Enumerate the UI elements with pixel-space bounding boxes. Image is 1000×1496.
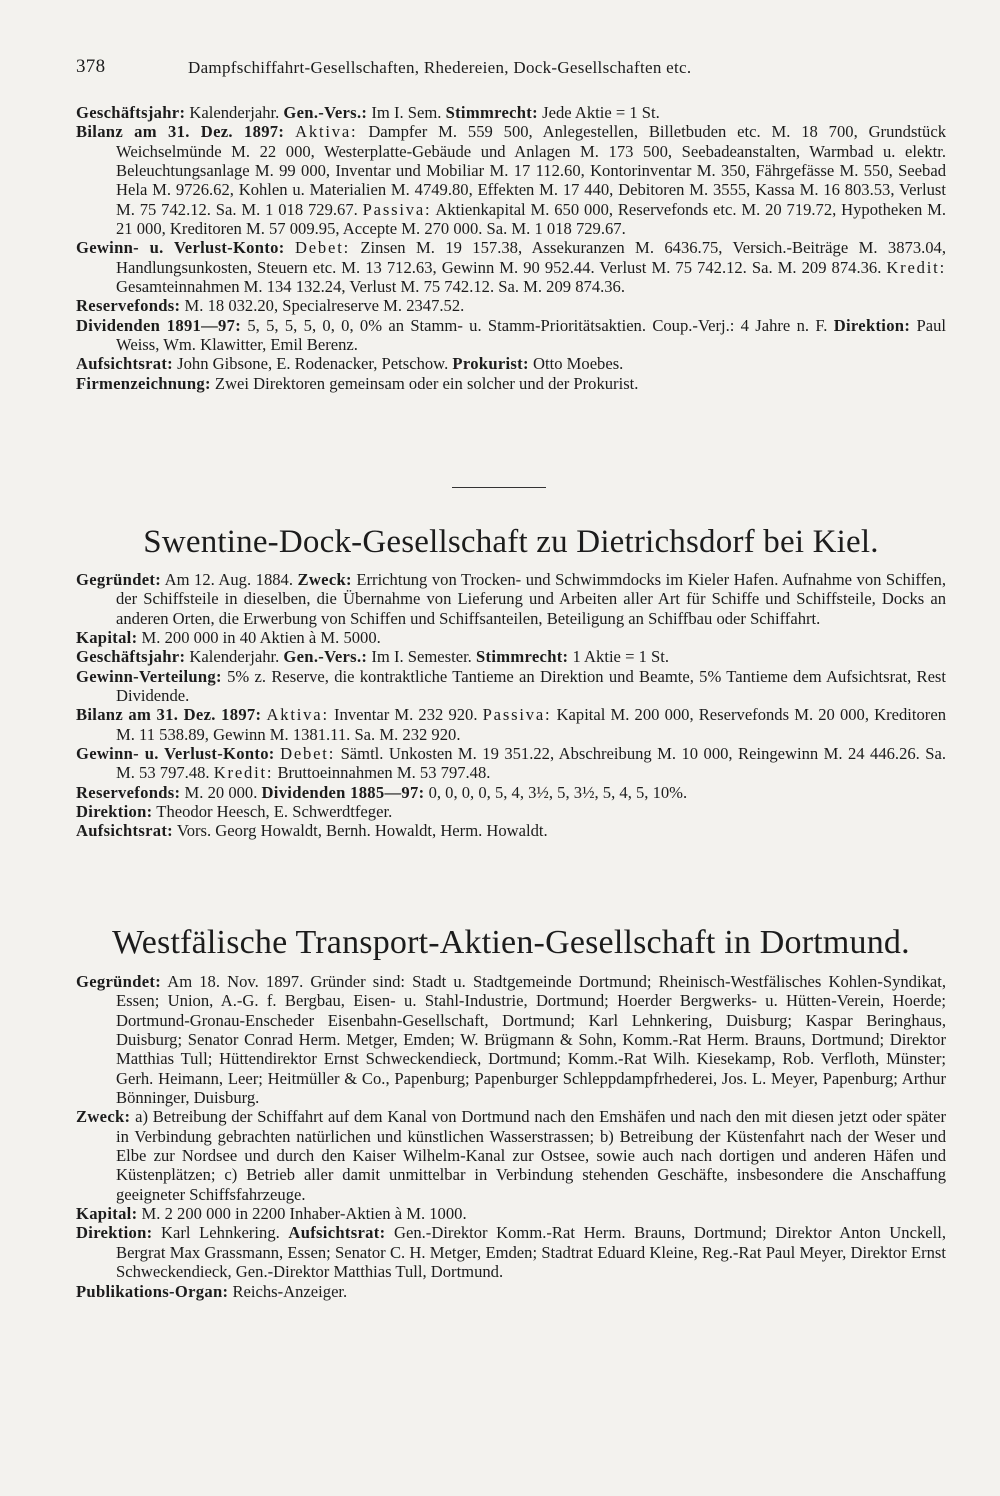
running-title: Dampfschiffahrt-Gesellschaften, Rhedereien, Dock-Gesellschaften etc.: [188, 58, 692, 77]
founding-paragraph: Gegründet: Am 12. Aug. 1884. Zweck: Errichtung von Trocken- und Schwimmdocks im Kieler Hafen. Aufnahme von Schiffen, der Schiffsteile in dieselben, die Übernahme von Lieferung und Arbeiten aller Art für Schiffe und Schiffsteile, Docks an anderen Orten, die Erwerbung von Schiffen und Schiffsanteilen, Beteiligung an Schiffbau oder Schiffahrt.: [76, 570, 946, 628]
page-number: 378: [76, 56, 106, 77]
board-paragraph: Aufsichtsrat: Vors. Georg Howaldt, Bernh. Howaldt, Herm. Howaldt.: [76, 821, 548, 841]
publication-paragraph: Publikations-Organ: Reichs-Anzeiger.: [76, 1281, 348, 1301]
signature-paragraph: Firmenzeichnung: Zwei Direktoren gemeinsam oder ein solcher und der Prokurist.: [76, 373, 639, 393]
profit-loss-paragraph: Gewinn- u. Verlust-Konto: Debet: Zinsen M. 19 157.38, Assekuranzen M. 6436.75, Versich.-Beiträge M. 3873.04, Handlungsunkosten, Steuern etc. M. 13 712.63, Gewinn M. 90 952.44. Verlust M. 75 742.12. Sa. M. 209 874.36. Kredit: Gesamteinnahmen M. 134 132.24, Verlust M. 75 742.12. Sa. M. 209 874.36.: [76, 238, 947, 297]
profit-distribution-paragraph: Gewinn-Verteilung: 5% z. Reserve, die kontraktliche Tantieme an Direktion und Beamte, 5% Tantieme dem Aufsichtsrat, Rest Dividende.: [76, 666, 946, 706]
founding-paragraph: Gegründet: Am 18. Nov. 1897. Gründer sind: Stadt u. Stadtgemeinde Dortmund; Rheinisch-Westfälisches Kohlen-Syndikat, Essen; Union, A.-G. f. Bergbau, Eisen- u. Stahl-Industrie, Dortmund; Hoerder Bergwerks- u. Hütten-Verein, Hoerde; Dortmund-Gronau-Enscheder Eisenbahn-Gesellschaft, Dortmund; Karl Lehnkering, Duisburg; Kaspar Beringhaus, Duisburg; Senator Conrad Herm. Metger, Emden; W. Brügmann & Sohn, Komm.-Rat Herm. Brauns, Dortmund; Direktor Matthias Tull; Hüttendirektor Ernst Schweckendieck, Dortmund; Komm.-Rat Wilh. Kiesekamp, Rob. Verfloth, Münster; Gerh. Heimann, Leer; Heitmüller & Co., Papenburg; Papenburger Schleppdampfrhederei, Jos. L. Meyer, Papenburg; Arthur Bönninger, Duisburg.: [76, 972, 946, 1108]
board-paragraph: Aufsichtsrat: John Gibsone, E. Rodenacker, Petschow. Prokurist: Otto Moebes.: [76, 354, 624, 374]
dividend-paragraph: Dividenden 1891—97: 5, 5, 5, 5, 0, 0, 0% an Stamm- u. Stamm-Prioritätsaktien. Coup.-Verj.: 4 Jahre n. F. Direktion: Paul Weiss, Wm. Klawitter, Emil Berenz.: [76, 315, 946, 355]
reserve-paragraph: Reservefonds: M. 18 032.20, Specialreserve M. 2347.52.: [76, 296, 465, 316]
running-header: [76, 56, 946, 84]
reserve-dividend-paragraph: Reservefonds: M. 20 000. Dividenden 1885—97: 0, 0, 0, 0, 5, 4, 3½, 5, 3½, 5, 4, 5, 10%.: [76, 782, 688, 802]
management-board-paragraph: Direktion: Karl Lehnkering. Aufsichtsrat: Gen.-Direktor Komm.-Rat Herm. Brauns, Dortmund; Direktor Anton Unckell, Bergrat Max Grassmann, Essen; Senator C. H. Metger, Emden; Stadtrat Eduard Kleine, Reg.-Rat Paul Meyer, Direktor Ernst Schweckendieck, Gen.-Direktor Matthias Tull, Dortmund.: [76, 1223, 946, 1282]
company-title-westfaelische: Westfälische Transport-Aktien-Gesellschaft in Dortmund.: [112, 924, 910, 961]
entry-paragraph: Geschäftsjahr: Kalenderjahr. Gen.-Vers.: Im I. Sem. Stimmrecht: Jede Aktie = 1 St.: [76, 103, 660, 122]
profit-loss-paragraph: Gewinn- u. Verlust-Konto: Debet: Sämtl. Unkosten M. 19 351.22, Abschreibung M. 10 000, Reingewinn M. 24 446.26. Sa. M. 53 797.48. Kredit: Bruttoeinnahmen M. 53 797.48.: [76, 744, 947, 783]
capital-paragraph: Kapital: M. 2 200 000 in 2200 Inhaber-Aktien à M. 1000.: [76, 1204, 467, 1224]
management-paragraph: Direktion: Theodor Heesch, E. Schwerdtfeger.: [76, 802, 393, 822]
entry-previous-company: [76, 103, 946, 393]
entry-swentine: [76, 570, 946, 841]
purpose-paragraph: Zweck: a) Betreibung der Schiffahrt auf dem Kanal von Dortmund nach den Emshäfen und nach den mit diesen jetzt oder später in Verbindung gebrachten natürlichen und künstlichen Wasserstrassen; b) Betreibung der Küstenfahrt nach der Weser und Elbe zur Nordsee und durch den Kaiser Wilhelm-Kanal zur Ostsee, sowie auch nach dortigen und anderen Häfen und Küstenplätzen; c) Betrieb aller damit unmittelbar in Verbindung stehenden Geschäfte, insbesondere die Anschaffung geeigneter Schiffsfahrzeuge.: [76, 1107, 946, 1204]
fiscal-year-paragraph: Geschäftsjahr: Kalenderjahr. Gen.-Vers.: Im I. Semester. Stimmrecht: 1 Aktie = 1 St.: [76, 647, 670, 667]
company-title-swentine: Swentine-Dock-Gesellschaft zu Dietrichsdorf bei Kiel.: [143, 524, 879, 560]
section-divider: [452, 487, 546, 488]
capital-paragraph: Kapital: M. 200 000 in 40 Aktien à M. 5000.: [76, 628, 381, 648]
balance-sheet-paragraph: Bilanz am 31. Dez. 1897: Aktiva: Dampfer M. 559 500, Anlegestellen, Billetbuden etc. M. 18 700, Grundstück Weichselmünde M. 22 000, Westerplatte-Gebäude und Anlagen M. 173 500, Seebadeanstalten, Warmbad u. elektr. Beleuchtungsanlage M. 99 000, Inventar und Mobiliar M. 17 112.60, Kontorinventar M. 350, Fährgefässe M. 550, Seebad Hela M. 9726.62, Kohlen u. Materialien M. 4749.80, Effekten M. 17 440, Debitoren M. 3555, Kassa M. 16 803.53, Verlust M. 75 742.12. Sa. M. 1 018 729.67. Passiva: Aktienkapital M. 650 000, Reservefonds etc. M. 20 719.72, Hypotheken M. 21 000, Kreditoren M. 57 009.95, Accepte M. 270 000. Sa. M. 1 018 729.67.: [76, 122, 946, 239]
entry-westfaelische: [76, 972, 946, 1301]
balance-sheet-paragraph: Bilanz am 31. Dez. 1897: Aktiva: Inventar M. 232 920. Passiva: Kapital M. 200 000, Reservefonds M. 20 000, Kreditoren M. 11 538.89, Gewinn M. 1381.11. Sa. M. 232 920.: [76, 705, 946, 744]
